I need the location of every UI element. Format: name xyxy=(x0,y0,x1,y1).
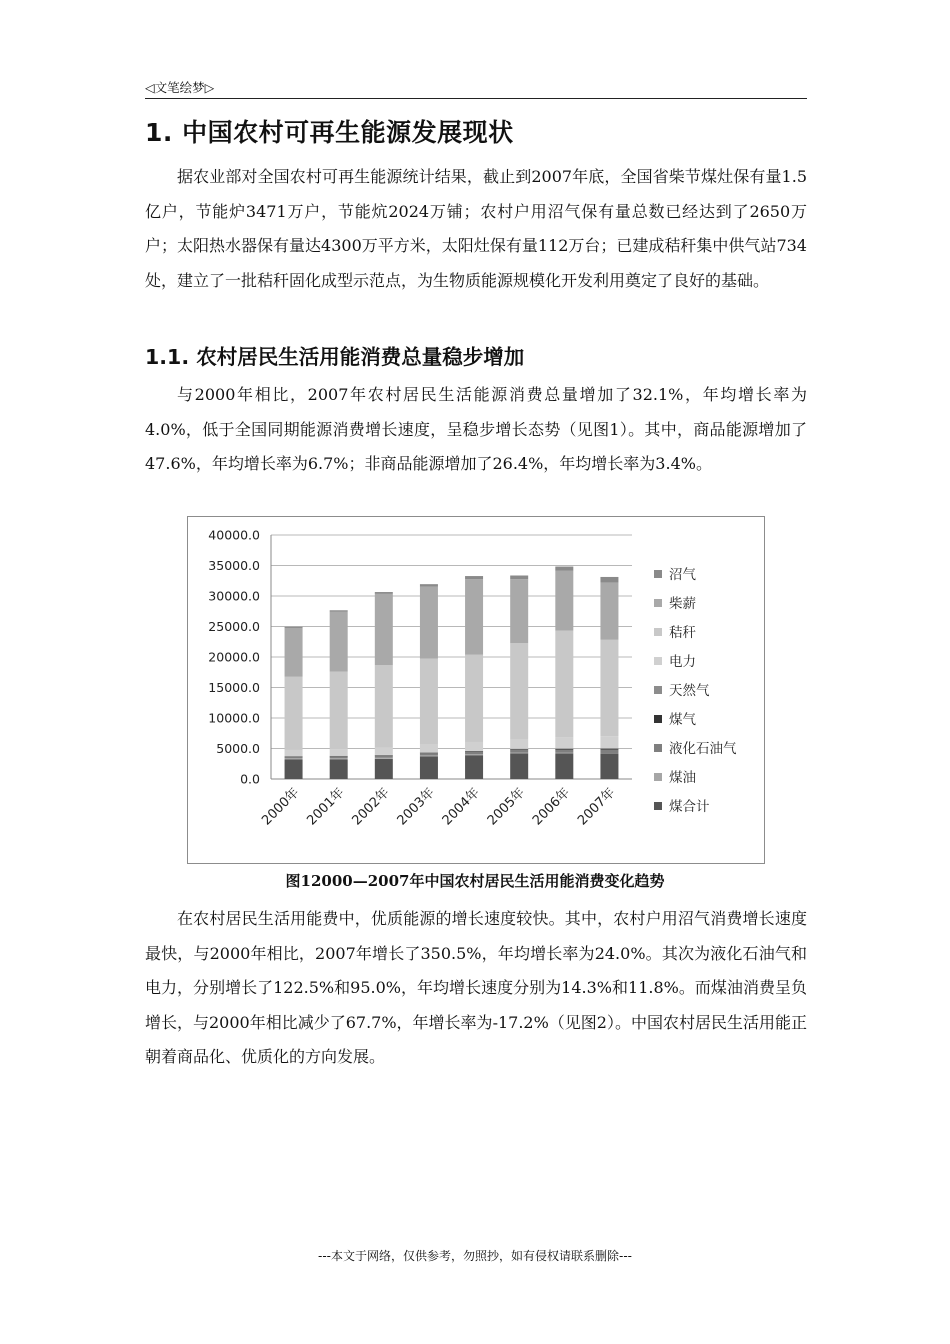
bar-segment xyxy=(555,750,573,753)
legend-label: 沼气 xyxy=(669,567,696,583)
paragraph-1: 据农业部对全国农村可再生能源统计结果，截止到2007年底，全国省柴节煤灶保有量1.5亿户，节能炉3471万户，节能炕2024万铺；农村户用沼气保有量总数已经达到了2650万户；太阳热水器保有量达4300万平方米，太阳灶保有量112万台；已建成秸秆集中供气站734处，建立了一批秸秆固化成型示范点，为生物质能源规模化开发利用奠定了良好的基础。 xyxy=(145,167,807,290)
legend-label: 电力 xyxy=(669,654,696,670)
legend-swatch xyxy=(654,802,662,810)
x-tick-label: 2002年 xyxy=(349,785,393,829)
bar-segment xyxy=(420,659,438,744)
bar-segment xyxy=(465,754,483,755)
bar-segment xyxy=(600,753,618,779)
y-tick-label: 15000.0 xyxy=(208,680,260,695)
bar-segment xyxy=(600,748,618,749)
legend-label: 煤油 xyxy=(669,770,696,786)
bar-segment xyxy=(555,567,573,571)
bar-segment xyxy=(375,592,393,594)
bar-segment xyxy=(465,742,483,751)
legend-label: 煤合计 xyxy=(669,799,710,815)
bar-segment xyxy=(285,750,303,756)
legend-label: 液化石油气 xyxy=(669,741,737,757)
bar-segment xyxy=(555,748,573,749)
bar-segment xyxy=(510,576,528,580)
x-tick-label: 2007年 xyxy=(575,785,619,829)
bar-segment xyxy=(375,594,393,665)
bar-segment xyxy=(600,582,618,639)
bar-segment xyxy=(285,628,303,677)
legend-swatch xyxy=(654,744,662,752)
legend-swatch xyxy=(654,773,662,781)
bar-segment xyxy=(330,757,348,759)
bar-segment xyxy=(420,753,438,755)
legend-label: 柴薪 xyxy=(669,596,696,612)
header-text: ◁文笔绘梦▷ xyxy=(145,80,215,95)
legend-swatch xyxy=(654,628,662,636)
legend-swatch xyxy=(654,686,662,694)
bar-segment xyxy=(420,587,438,659)
bar-segment xyxy=(375,758,393,759)
bar-segment xyxy=(465,751,483,752)
bar-segment xyxy=(600,640,618,736)
bar-segment xyxy=(420,756,438,779)
bar-segment xyxy=(420,584,438,586)
bar-segment xyxy=(330,672,348,749)
legend-swatch xyxy=(654,715,662,723)
bar-segment xyxy=(420,755,438,756)
bar-segment xyxy=(420,744,438,752)
paragraph-2: 与2000年相比，2007年农村居民生活能源消费总量增加了32.1%，年均增长率为4.0%，低于全国同期能源消费增长速度，呈稳步增长态势（见图1）。其中，商品能源增加了47.6%，年均增长率为6.7%；非商品能源增加了26.4%，年均增长率为3.4%。 xyxy=(145,385,807,473)
bar-segment xyxy=(510,643,528,739)
y-tick-label: 5000.0 xyxy=(216,741,260,756)
bar-segment xyxy=(465,576,483,579)
bar-segment xyxy=(465,655,483,742)
page-footer: ---本文于网络，仅供参考，勿照抄，如有侵权请联系删除--- xyxy=(318,1249,632,1263)
bar-segment xyxy=(600,577,618,582)
bar-segment xyxy=(555,753,573,779)
bar-segment xyxy=(285,758,303,759)
legend-label: 秸秆 xyxy=(669,625,696,641)
x-tick-label: 2006年 xyxy=(529,785,574,829)
bar-segment xyxy=(420,753,438,754)
legend-label: 天然气 xyxy=(669,683,710,699)
bar-segment xyxy=(510,753,528,779)
bar-segment xyxy=(600,749,618,750)
x-tick-label: 2001年 xyxy=(304,785,348,829)
bar-segment xyxy=(510,749,528,750)
bar-segment xyxy=(375,759,393,779)
chart-svg xyxy=(188,517,764,863)
y-tick-label: 25000.0 xyxy=(208,619,260,634)
bar-segment xyxy=(555,571,573,631)
bar-segment xyxy=(510,749,528,750)
bar-segment xyxy=(555,749,573,750)
x-tick-label: 2004年 xyxy=(439,785,483,829)
bar-segment xyxy=(555,737,573,748)
figure-caption: 图12000—2007年中国农村居民生活用能消费变化趋势 xyxy=(285,872,665,890)
bar-segment xyxy=(465,755,483,779)
bar-segment xyxy=(510,753,528,754)
bar-segment xyxy=(285,627,303,628)
y-tick-label: 30000.0 xyxy=(208,588,260,604)
x-tick-label: 2003年 xyxy=(394,785,438,829)
bar-segment xyxy=(465,752,483,754)
legend-swatch xyxy=(654,657,662,665)
x-tick-label: 2005年 xyxy=(484,785,529,829)
bar-segment xyxy=(465,751,483,752)
bar-segment xyxy=(510,750,528,753)
y-tick-label: 10000.0 xyxy=(208,710,260,726)
y-tick-label: 40000.0 xyxy=(208,527,260,543)
legend-swatch xyxy=(654,599,662,607)
y-tick-label: 20000.0 xyxy=(208,649,260,665)
bar-segment xyxy=(555,753,573,754)
bar-segment xyxy=(330,610,348,612)
bar-segment xyxy=(330,749,348,756)
bar-segment xyxy=(555,631,573,738)
bar-segment xyxy=(285,757,303,759)
bar-segment xyxy=(285,677,303,750)
subsection-title: 1.1. 农村居民生活用能消费总量稳步增加 xyxy=(145,345,525,369)
bar-segment xyxy=(375,665,393,747)
bar-segment xyxy=(465,579,483,655)
bar-segment xyxy=(375,756,393,758)
energy-consumption-chart xyxy=(187,516,765,864)
section-title: 1. 中国农村可再生能源发展现状 xyxy=(145,118,514,147)
bar-segment xyxy=(330,759,348,779)
legend-swatch xyxy=(654,570,662,578)
bar-segment xyxy=(330,758,348,759)
x-tick-label: 2000年 xyxy=(259,785,303,829)
bar-segment xyxy=(375,748,393,755)
y-tick-label: 0.0 xyxy=(240,771,260,787)
bar-segment xyxy=(510,579,528,643)
bar-segment xyxy=(510,739,528,749)
page-header xyxy=(145,74,807,99)
y-tick-label: 35000.0 xyxy=(208,558,260,573)
bar-segment xyxy=(600,750,618,753)
bar-segment xyxy=(600,736,618,748)
paragraph-3: 在农村居民生活用能费中，优质能源的增长速度较快。其中，农村户用沼气消费增长速度最快，与2000年相比，2007年增长了350.5%，年均增长率为24.0%。其次为液化石油气和电力，分别增长了122.5%和95.0%，年均增长速度分别为14.3%和11.8%。而煤油消费呈负增长，与2000年相比减少了67.7%，年增长率为-17.2%（见图2）。中国农村居民生活用能正朝着商品化、优质化的方向发展。 xyxy=(145,909,807,1066)
legend-label: 煤气 xyxy=(669,712,696,728)
bar-segment xyxy=(330,612,348,672)
bar-segment xyxy=(285,759,303,779)
